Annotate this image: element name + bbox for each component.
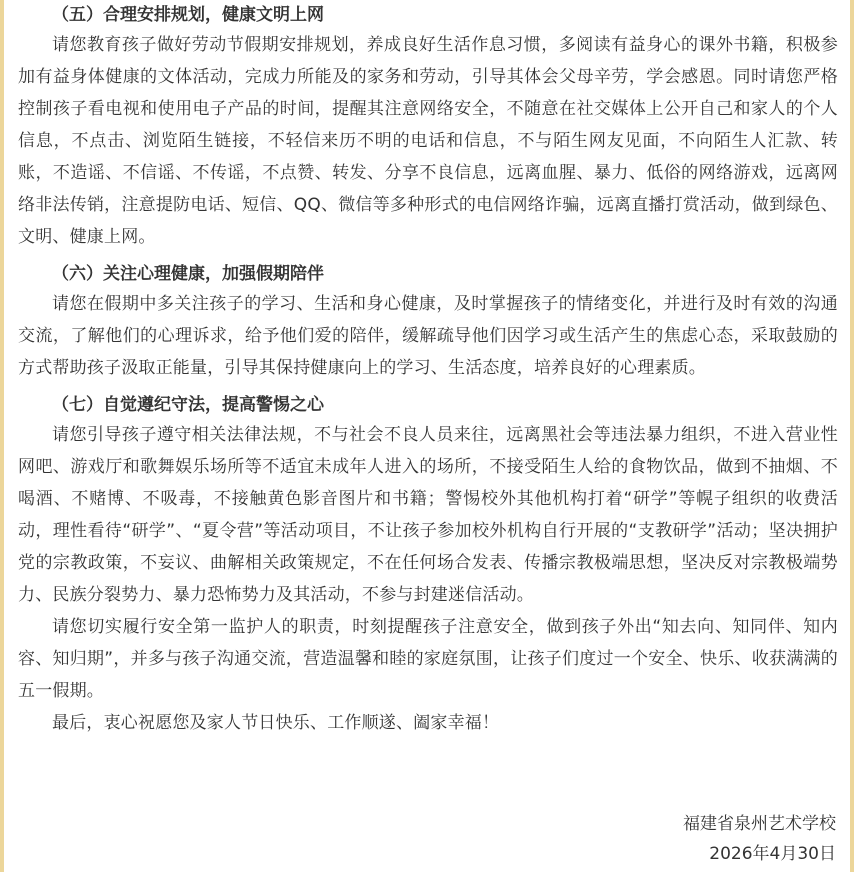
section-5-paragraph: 请您教育孩子做好劳动节假期安排规划，养成良好生活作息习惯，多阅读有益身心的课外书籍，积极参加有益身体健康的文体活动，完成力所能及的家务和劳动，引导其体会父母辛劳，学会感恩。同时请您严格控制孩子看电视和使用电子产品的时间，提醒其注意网络安全，不随意在社交媒体上公开自己和家人的个人信息，不点击、浏览陌生链接，不轻信来历不明的电话和信息，不与陌生网友见面，不向陌生人汇款、转账，不造谣、不信谣、不传谣，不点赞、转发、分享不良信息，远离血腥、暴力、低俗的网络游戏，远离网络非法传销，注意提防电话、短信、QQ、微信等多种形式的电信网络诈骗，远离直播打赏活动，做到绿色、文明、健康上网。 <box>18 35 838 247</box>
signature-date: 2026年4月30日 <box>709 844 836 864</box>
section-7-paragraph: 请您引导孩子遵守相关法律法规，不与社会不良人员来往，远离黑社会等违法暴力组织，不进入营业性网吧、游戏厅和歌舞娱乐场所等不适宜未成年人进入的场所，不接受陌生人给的食物饮品，做到不抽烟、不喝酒、不赌博、不吸毒，不接触黄色影音图片和书籍；警惕校外其他机构打着“研学”等幌子组织的收费活动，理性看待“研学”、“夏令营”等活动项目，不让孩子参加校外机构自行开展的“支教研学”活动；坚决拥护党的宗教政策，不妄议、曲解相关政策规定，不在任何场合发表、传播宗教极端思想，坚决反对宗教极端势力、民族分裂势力、暴力恐怖势力及其活动，不参与封建迷信活动。 <box>18 425 838 605</box>
section-6-heading: （六）关注心理健康，加强假期陪伴 <box>52 264 324 284</box>
section-7-heading: （七）自觉遵纪守法，提高警惕之心 <box>52 395 324 415</box>
section-5-heading: （五）合理安排规划，健康文明上网 <box>52 5 324 25</box>
section-6-paragraph: 请您在假期中多关注孩子的学习、生活和身心健康，及时掌握孩子的情绪变化，并进行及时有效的沟通交流，了解他们的心理诉求，给予他们爱的陪伴，缓解疏导他们因学习或生活产生的焦虑心态，采取鼓励的方式帮助孩子汲取正能量，引导其保持健康向上的学习、生活态度，培养良好的心理素质。 <box>18 294 838 378</box>
safety-reminder-paragraph: 请您切实履行安全第一监护人的职责，时刻提醒孩子注意安全，做到孩子外出“知去向、知同伴、知内容、知归期”，并多与孩子沟通交流，营造温馨和睦的家庭氛围，让孩子们度过一个安全、快乐、收获满满的五一假期。 <box>18 617 838 701</box>
signature-school: 福建省泉州艺术学校 <box>683 814 836 834</box>
closing-wishes-paragraph: 最后，衷心祝愿您及家人节日快乐、工作顺遂、阖家幸福！ <box>52 713 500 733</box>
